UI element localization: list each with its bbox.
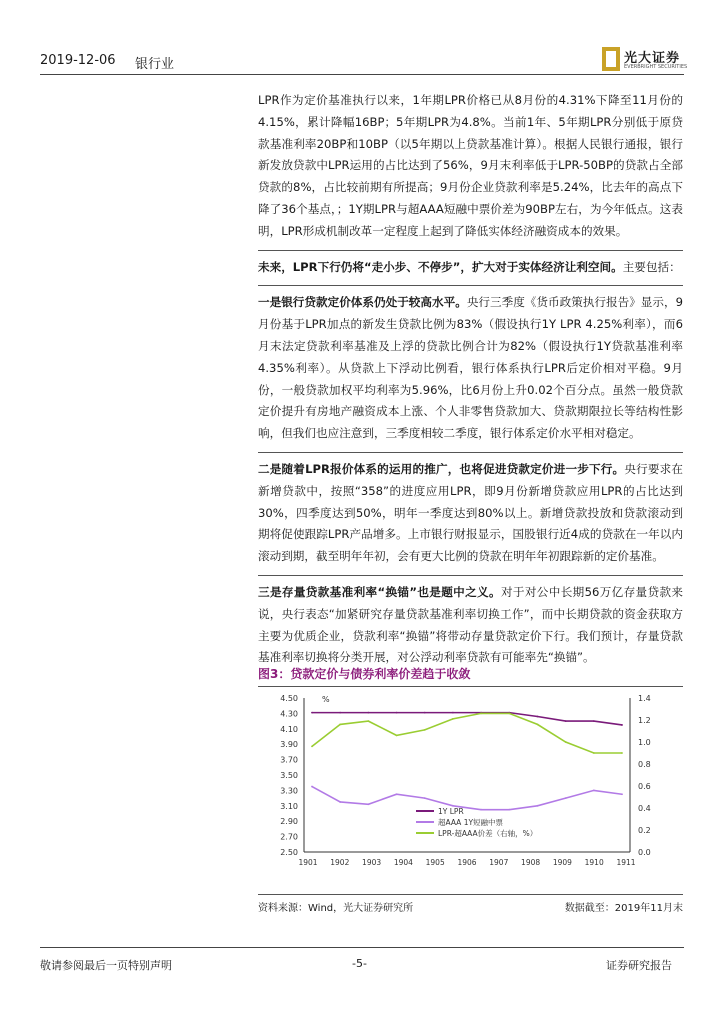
data-point — [339, 712, 341, 714]
data-point — [367, 712, 369, 714]
logo-subtext: EVERBRIGHT SECURITIES — [624, 64, 688, 70]
page-header — [40, 47, 688, 77]
y-right-tick-label: 0.6 — [638, 782, 651, 791]
y-right-tick-label: 1.2 — [638, 716, 651, 725]
legend-label-3: LPR-超AAA价差（右轴，%） — [438, 829, 538, 838]
data-point — [311, 746, 313, 748]
data-point — [565, 720, 567, 722]
report-date: 2019-12-06 — [40, 53, 116, 68]
y-left-tick-label: 3.30 — [280, 786, 298, 796]
data-point — [424, 797, 426, 799]
x-tick-label: 1910 — [584, 858, 604, 867]
legend-label-2: 超AAA 1Y短融中票 — [438, 818, 504, 827]
data-point — [621, 752, 623, 754]
y-left-tick-label: 2.50 — [280, 848, 298, 857]
paragraph-1: LPR作为定价基准执行以来，1年期LPR价格已从8月份的4.31%下降至11月份的4.15%，累计降幅16BP；5年期LPR为4.8%。当前1年、5年期LPR分别低于原贷款基准利率20BP和10BP（以5年期以上贷款基准计算）。根据人民银行通报，银行新发放贷款中LPR运用的占比达到了56%，9月末利率低于LPR-50BP的贷款占全部贷款的8%，占比较前期有所提高；9月份企业贷款利率是5.24%，比去年的高点下降了36个基点，；1Y期LPR与超AAA短融中票价差为90BP左右，为今年低点。这表明，LPR形成机制改革一定程度上起到了降低实体经济融资成本的效果。 — [258, 93, 683, 238]
data-source: 资料来源：Wind，光大证券研究所 — [258, 903, 414, 914]
paragraph-4: 二是随着LPR报价体系的运用的推广，也将促进贷款定价进一步下行。央行要求在新增贷款中，按照“358”的进度应用LPR，即9月份新增贷款应用LPR的占比达到30%，四季度达到50%，明年一季度达到80%以上。新增贷款投放和贷款滚动到期将促使跟踪LPR产品增多。上市银行财报显示，国股银行近4成的贷款在一年以内滚动到期，截至明年年初，会有更大比例的贷款在明年年初跟踪新的定价基准。 — [258, 452, 683, 568]
data-point — [396, 793, 398, 795]
data-point — [396, 712, 398, 714]
footer-rule — [40, 947, 684, 948]
data-point — [339, 724, 341, 726]
paragraph-2: 未来，LPR下行仍将“走小步、不停步”，扩大对于实体经济让利空间。主要包括： — [258, 250, 683, 279]
chart-svg — [258, 688, 683, 878]
y-left-tick-label: 2.90 — [280, 817, 298, 827]
logo-text: 光大证券 — [624, 51, 681, 66]
x-tick-label: 1906 — [457, 858, 477, 867]
y-right-tick-label: 0.0 — [638, 848, 651, 857]
data-point — [537, 805, 539, 807]
x-tick-label: 1911 — [616, 858, 636, 867]
data-point — [311, 712, 313, 714]
x-tick-label: 1901 — [298, 858, 318, 867]
series-line-3 — [312, 713, 622, 753]
x-tick-label: 1902 — [330, 858, 350, 867]
report-sector: 银行业 — [135, 57, 175, 72]
data-cutoff: 数据截至：2019年11月末 — [564, 903, 683, 914]
header-rule — [40, 74, 684, 75]
y-left-tick-label: 3.10 — [280, 801, 298, 811]
paragraph-3: 一是银行贷款定价体系仍处于较高水平。央行三季度《货币政策执行报告》显示，9月份基于LPR加点的新发生贷款比例为83%（假设执行1Y LPR 4.25%利率），而6月末法定贷款利率基准及上浮的贷款比例合计为82%（假设执行1Y贷款基准利率4.35%利率）。从贷款上下浮动比例看，银行体系执行LPR后定价相对平稳。9月份，一般贷款加权平均利率为5.96%，比6月份上升0.02个百分点。虽然一般贷款定价提升有房地产融资成本上涨、个人非零售贷款加大、贷款期限拉长等结构性影响，但我们也应注意到，三季度相较二季度，银行体系定价水平相对稳定。 — [258, 285, 683, 445]
data-point — [339, 801, 341, 803]
body-text — [258, 90, 683, 676]
legend-label-1: 1Y LPR — [438, 807, 464, 816]
y-right-tick-label: 1.0 — [638, 738, 651, 747]
data-point — [565, 741, 567, 743]
y-right-tick-label: 0.8 — [638, 760, 651, 769]
data-point — [480, 809, 482, 811]
data-point — [311, 786, 313, 788]
data-point — [565, 797, 567, 799]
data-point — [621, 724, 623, 726]
data-point — [367, 803, 369, 805]
data-point — [480, 713, 482, 715]
data-point — [367, 720, 369, 722]
y-right-tick-label: 0.4 — [638, 804, 651, 813]
footer-disclaimer: 敬请参阅最后一页特别声明 — [40, 959, 172, 972]
data-point — [452, 712, 454, 714]
y-left-tick-label: 3.90 — [280, 740, 298, 750]
x-tick-label: 1909 — [552, 858, 572, 867]
source-row — [258, 894, 683, 914]
data-point — [396, 735, 398, 737]
data-point — [424, 729, 426, 731]
data-point — [593, 790, 595, 792]
data-point — [452, 718, 454, 720]
broker-logo — [602, 47, 697, 73]
data-point — [593, 720, 595, 722]
page-number: -5- — [352, 957, 367, 970]
data-point — [593, 752, 595, 754]
figure-title: 图3：贷款定价与债券利率价差趋于收敛 — [258, 665, 683, 687]
chart — [258, 688, 683, 878]
logo-mark-icon — [602, 47, 620, 71]
x-tick-label: 1907 — [489, 858, 509, 867]
data-point — [508, 809, 510, 811]
unit-label: % — [322, 695, 330, 704]
footer-report-type: 证券研究报告 — [606, 959, 672, 972]
y-left-tick-label: 4.30 — [280, 709, 298, 719]
data-point — [537, 716, 539, 718]
series-line-2 — [312, 787, 622, 810]
y-right-tick-label: 0.2 — [638, 826, 651, 835]
data-point — [508, 713, 510, 715]
data-point — [621, 793, 623, 795]
y-left-tick-label: 2.70 — [280, 832, 298, 842]
y-left-tick-label: 3.70 — [280, 755, 298, 765]
x-tick-label: 1903 — [362, 858, 382, 867]
x-tick-label: 1905 — [425, 858, 445, 867]
paragraph-5: 三是存量贷款基准利率“换锚”也是题中之义。对于对公中长期56万亿存量贷款来说，央行表态“加紧研究存量贷款基准利率切换工作”，而中长期贷款的资金获取方主要为优质企业，贷款利率“换锚”将带动存量贷款定价下行。我们预计，存量贷款基准利率切换将分类开展，对公浮动利率贷款有可能率先“换锚”。 — [258, 575, 683, 669]
x-tick-label: 1904 — [393, 858, 413, 867]
data-point — [537, 724, 539, 726]
y-left-tick-label: 4.50 — [280, 694, 298, 703]
y-left-tick-label: 4.10 — [280, 724, 298, 734]
y-left-tick-label: 3.50 — [280, 771, 298, 780]
data-point — [424, 712, 426, 714]
y-right-tick-label: 1.4 — [638, 694, 651, 703]
series-line-1 — [312, 713, 622, 725]
x-tick-label: 1908 — [521, 858, 541, 867]
